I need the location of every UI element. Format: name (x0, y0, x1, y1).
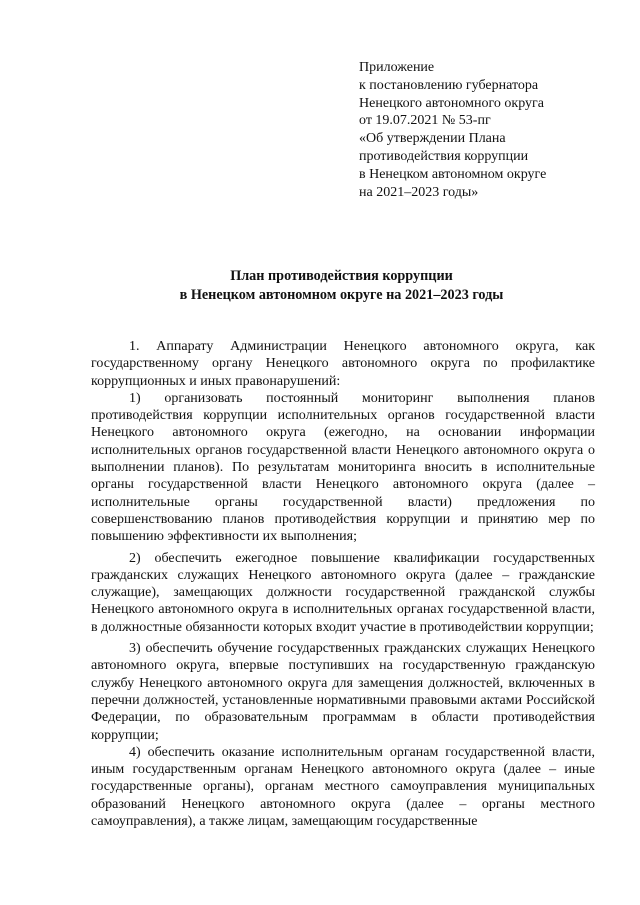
appendix-line: «Об утверждении Плана (359, 131, 506, 147)
document-body (91, 338, 595, 830)
paragraph-1: 1. Аппарату Администрации Ненецкого автономного округа, как государственному органу Ненецкого автономного округа по профилактике коррупционных и иных правонарушений: (91, 339, 595, 389)
appendix-line: противодействия коррупции (359, 148, 529, 164)
paragraph-item-1: 1) организовать постоянный мониторинг выполнения планов противодействия коррупции исполнительных органов государственной власти Ненецкого автономного округа (ежегодно, на основании информации исполнительных органов государственной власти Ненецкого автономного округа о выполнении планов). По результатам мониторинга вносить в исполнительные органы государственной власти Ненецкого автономного округа (далее – исполнительные органы государственной власти) предложения по совершенствованию планов противодействия коррупции и принятию мер по повышению эффективности их выполнения; (91, 390, 595, 545)
title-line-1: План противодействия коррупции (230, 268, 453, 284)
appendix-line: на 2021–2023 годы» (359, 184, 479, 200)
appendix-line: к постановлению губернатора (359, 77, 539, 93)
appendix-line: Приложение (359, 60, 435, 75)
appendix-line: от 19.07.2021 № 53-пг (359, 113, 491, 129)
appendix-line: в Ненецком автономном округе (359, 166, 547, 182)
paragraph-item-3: 3) обеспечить обучение государственных гражданских служащих Ненецкого автономного округа, впервые поступивших на государственную гражданскую службу Ненецкого автономного округа для замещения должностей, включенных в перечни должностей, установленные нормативными правовыми актами Российской Федерации, по образовательным программам в области противодействия коррупции; (91, 641, 595, 743)
document-title (80, 267, 603, 304)
appendix-line: Ненецкого автономного округа (359, 95, 544, 111)
appendix-block (359, 59, 629, 201)
paragraph-item-4: 4) обеспечить оказание исполнительным органам государственной власти, иным государственным органам Ненецкого автономного округа (далее – иные государственные органы), органам местного самоуправления муниципальных образований Ненецкого автономного округа (далее – органы местного самоуправления), а также лицам, замещающим государственные (91, 744, 595, 830)
title-line-2: в Ненецком автономном округе на 2021–2023 годы (179, 286, 504, 303)
paragraph-item-2: 2) обеспечить ежегодное повышение квалификации государственных гражданских служащих Ненецкого автономного округа (далее – гражданские служащие), замещающих должности государственной гражданской службы Ненецкого автономного округа в исполнительных органах государственной власти, в должностные обязанности которых входит участие в противодействии коррупции; (91, 550, 595, 635)
